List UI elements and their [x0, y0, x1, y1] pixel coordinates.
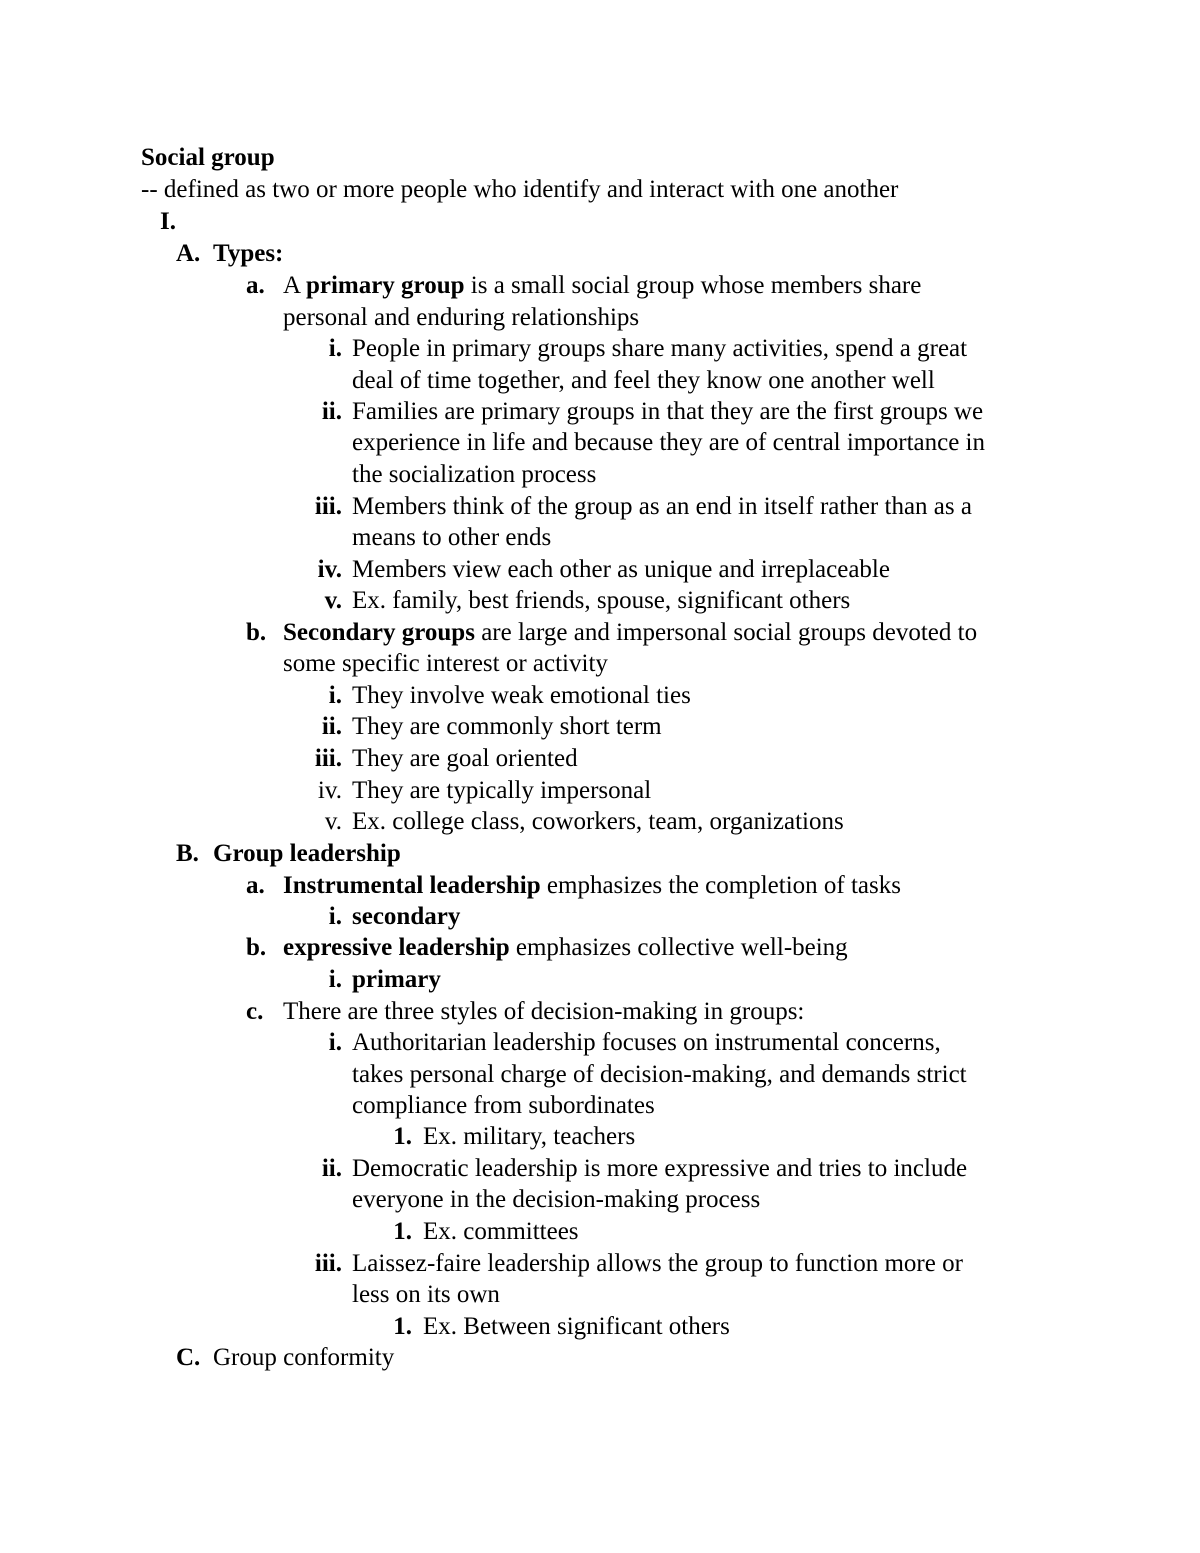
- list-marker: v.: [324, 808, 342, 835]
- list-marker: i.: [328, 335, 342, 362]
- list-marker: ii.: [321, 398, 342, 425]
- list-marker: ii.: [321, 1155, 342, 1182]
- expressive-leadership-line: expressive leadership emphasizes collective well-being: [283, 934, 848, 961]
- list-item: Members view each other as unique and irreplaceable: [352, 556, 890, 583]
- section-c-marker: C.: [176, 1344, 201, 1371]
- roman-marker: I.: [160, 208, 176, 235]
- list-marker: 1.: [393, 1313, 412, 1340]
- list-item: Ex. Between significant others: [423, 1313, 730, 1340]
- list-marker: i.: [328, 966, 342, 993]
- list-marker: iii.: [314, 745, 342, 772]
- list-item: Members think of the group as an end in itself rather than as a: [352, 493, 972, 520]
- list-marker: a.: [246, 272, 265, 299]
- list-item: Ex. college class, coworkers, team, organizations: [352, 808, 844, 835]
- list-marker: iv.: [317, 777, 342, 804]
- list-item: People in primary groups share many activities, spend a great: [352, 335, 968, 362]
- document-title: Social group: [141, 144, 275, 171]
- list-item: secondary: [352, 903, 461, 930]
- list-item: They are commonly short term: [352, 713, 662, 740]
- list-item: They are typically impersonal: [352, 777, 652, 804]
- list-item: Families are primary groups in that they are the first groups we: [352, 398, 984, 425]
- list-marker: b.: [246, 934, 267, 961]
- list-item: Ex. military, teachers: [423, 1123, 636, 1150]
- list-item: experience in life and because they are of central importance in: [352, 429, 986, 456]
- list-item: Democratic leadership is more expressive and tries to include: [352, 1155, 968, 1182]
- decision-styles-line: There are three styles of decision-making in groups:: [283, 998, 805, 1025]
- section-a-label: Types:: [213, 240, 284, 267]
- section-b-marker: B.: [176, 840, 199, 867]
- list-item: Authoritarian leadership focuses on instrumental concerns,: [352, 1029, 941, 1056]
- list-item: compliance from subordinates: [352, 1092, 655, 1119]
- list-marker: 1.: [393, 1123, 412, 1150]
- list-item: Laissez-faire leadership allows the group to function more or: [352, 1250, 963, 1277]
- list-marker: v.: [324, 587, 342, 614]
- definition-text: -- defined as two or more people who identify and interact with one another: [141, 176, 899, 203]
- instrumental-leadership-line: Instrumental leadership emphasizes the completion of tasks: [283, 872, 901, 899]
- list-marker: 1.: [393, 1218, 412, 1245]
- primary-group-line-2: personal and enduring relationships: [283, 304, 640, 331]
- list-item: Ex. family, best friends, spouse, significant others: [352, 587, 851, 614]
- list-item: means to other ends: [352, 524, 552, 551]
- list-marker: b.: [246, 619, 267, 646]
- list-marker: iii.: [314, 1250, 342, 1277]
- list-marker: c.: [246, 998, 264, 1025]
- list-marker: ii.: [321, 713, 342, 740]
- list-item: less on its own: [352, 1281, 500, 1308]
- list-marker: i.: [328, 682, 342, 709]
- section-b-label: Group leadership: [213, 840, 401, 867]
- list-marker: iii.: [314, 493, 342, 520]
- list-item: deal of time together, and feel they know one another well: [352, 367, 935, 394]
- secondary-group-line: Secondary groups are large and impersonal social groups devoted to: [283, 619, 978, 646]
- list-marker: i.: [328, 903, 342, 930]
- list-item: They are goal oriented: [352, 745, 578, 772]
- list-item: the socialization process: [352, 461, 597, 488]
- section-a-marker: A.: [176, 240, 201, 267]
- primary-group-line: A primary group is a small social group whose members share: [283, 272, 922, 299]
- list-item: takes personal charge of decision-making, and demands strict: [352, 1061, 967, 1088]
- list-item: Ex. committees: [423, 1218, 579, 1245]
- list-marker: a.: [246, 872, 265, 899]
- list-marker: iv.: [317, 556, 342, 583]
- secondary-group-line-2: some specific interest or activity: [283, 650, 608, 677]
- list-item: primary: [352, 966, 441, 993]
- section-c-label: Group conformity: [213, 1344, 395, 1371]
- list-item: everyone in the decision-making process: [352, 1186, 761, 1213]
- list-marker: i.: [328, 1029, 342, 1056]
- list-item: They involve weak emotional ties: [352, 682, 691, 709]
